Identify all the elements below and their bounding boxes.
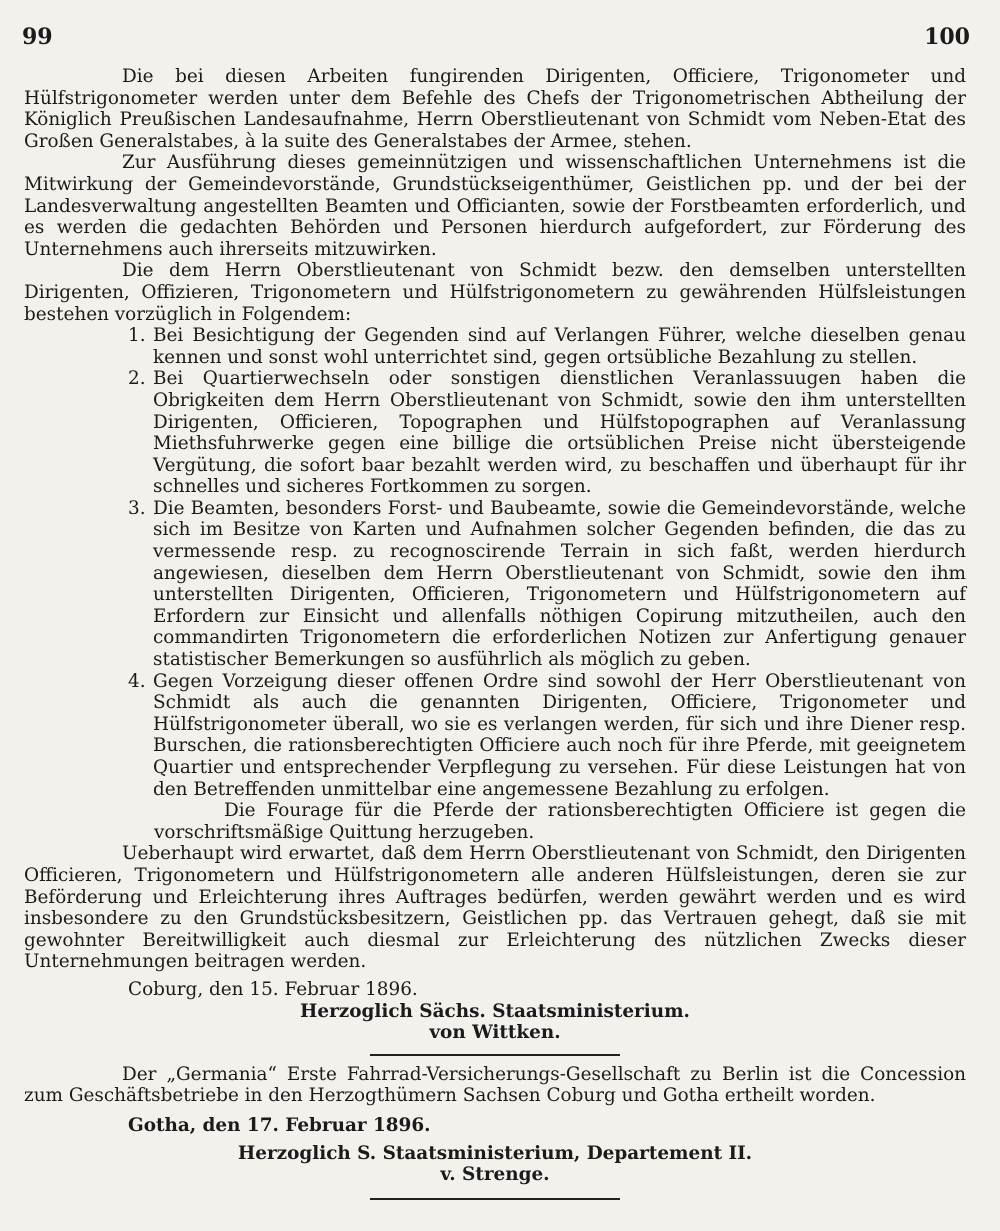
list-item [128,368,966,498]
list-item-text: Bei Quartierwechseln oder sonstigen dienstlichen Veranlassuugen haben die Obrigkeiten dem Herrn Oberstlieutenant von Schmidt, sowie den ihm unterstellten Dirigenten, Officieren, Topographen und Hülfstopographen auf Veranlassung Miethsfuhrwerke gegen eine billige die ortsüblichen Preise nicht übersteigende Vergütung, die sofort baar bezahlt werden wird, zu beschaffen und überhaupt für ihr schnelles und sicheres Fortkommen zu sorgen. [153,368,966,498]
issuing-authority-2: Herzoglich S. Staatsministerium, Departement II. [237,1142,753,1164]
list-item-number: 4. [128,670,146,692]
date-line-gotha: Gotha, den 17. Februar 1896. [128,1114,431,1136]
paragraph-4: Ueberhaupt wird erwartet, daß dem Herrn Oberstlieutenant von Schmidt, den Dirigenten Officieren, Trigonometern und Hülfstrigonometern alle anderen Hülfsleistungen, deren sie zur Beförderung und Erleichterung ihres Auftrages bedürfen, werden gewährt werden und es wird insbesondere zu den Grundstücksbesitzern, Geistlichen pp. das Vertrauen gehegt, daß sie mit gewohnter Bereitwilligkeit auch diesmal zur Erleichterung des nützlichen Zwecks dieser Unternehmungen beitragen werden. [24,843,966,973]
list-item-number: 1. [128,325,146,347]
issuing-authority-1: Herzoglich Sächs. Staatsministerium. [300,1000,690,1022]
paragraph-1: Die bei diesen Arbeiten fungirenden Dirigenten, Officiere, Trigonometer und Hülfstrigonometer werden unter dem Befehle des Chefs der Trigonometrischen Abtheilung der Königlich Preußischen Landesaufnahme, Herrn Oberstlieutenant von Schmidt vom Neben-Etat des Großen Generalstabes, à la suite des Generalstabes der Armee, stehen. [24,66,966,152]
page-number-left: 99 [22,24,53,50]
list-item-text: Die Beamten, besonders Forst- und Baubeamte, sowie die Gemeindevorstände, welche sich im Besitze von Karten und Aufnahmen solcher Gegenden befinden, die das zu vermessende resp. zu recognoscirende Terrain in sich faßt, werden hierdurch angewiesen, dieselben dem Herrn Oberstlieutenant von Schmidt, sowie den ihm unterstellten Dirigenten, Officieren, Trigonometern und Hülfstrigonometern auf Erfordern zur Einsicht und allenfalls nöthigen Copirung mitzutheilen, auch den commandirten Trigonometern die erforderlichen Notizen zur Anfertigung genauer statistischer Bemerkungen so ausführlich als möglich zu geben. [153,497,966,671]
list-item [128,498,966,671]
decree-2-text: Der „Germania“ Erste Fahrrad-Versicherungs-Gesellschaft zu Berlin ist die Concession zum Geschäftsbetriebe in den Herzogthümern Sachsen Coburg und Gotha ertheilt worden. [24,1063,966,1107]
list-item-number: 3. [128,497,146,519]
section-divider [370,1054,620,1056]
page-number-right: 100 [924,24,970,50]
list-item-text: Gegen Vorzeigung dieser offenen Ordre sind sowohl der Herr Oberstlieutenant von Schmidt als auch die genannten Dirigenten, Officiere, Trigonometer und Hülfstrigonometer überall, wo sie es verlangen werden, für sich und ihre Diener resp. Burschen, die rationsberechtigten Officiere auch noch für ihre Pferde, mit geeignetem Quartier und entsprechender Verpflegung zu versehen. Für diese Leistungen hat von den Betreffenden unmittelbar eine angemessene Bezahlung zu erfolgen. [153,670,966,800]
list-item-text: Bei Besichtigung der Gegenden sind auf Verlangen Führer, welche dieselben genau kennen und sonst wohl unterrichtet sind, gegen ortsübliche Bezahlung zu stellen. [153,325,966,368]
list-item [128,325,966,368]
signatory-1: von Wittken. [429,1022,561,1044]
end-divider [370,1198,620,1200]
document-body [24,66,966,1200]
paragraph-2: Zur Ausführung dieses gemeinnützigen und wissenschaftlichen Unternehmens ist die Mitwirkung der Gemeindevorstände, Grundstückseigenthümer, Geistlichen pp. und der bei der Landesverwaltung angestellten Beamten und Officianten, sowie der Forstbeamten erforderlich, und es werden die gedachten Behörden und Personen hierdurch aufgefordert, zur Förderung des Unternehmens auch ihrerseits mitzuwirken. [24,152,966,260]
paragraph-3: Die dem Herrn Oberstlieutenant von Schmidt bezw. den demselben unterstellten Dirigenten, Offizieren, Trigonometern und Hülfstrigonometern zu gewährenden Hülfsleistungen bestehen vorzüglich in Folgendem: [24,260,966,325]
list-item-4-subparagraph: Die Fourage für die Pferde der rationsberechtigten Officiere ist gegen die vorschriftsmäßige Quittung herzugeben. [154,800,966,843]
signatory-2: v. Strenge. [440,1164,550,1186]
date-line-coburg: Coburg, den 15. Februar 1896. [128,978,418,1000]
list-item [128,671,966,801]
list-item-number: 2. [128,368,146,390]
